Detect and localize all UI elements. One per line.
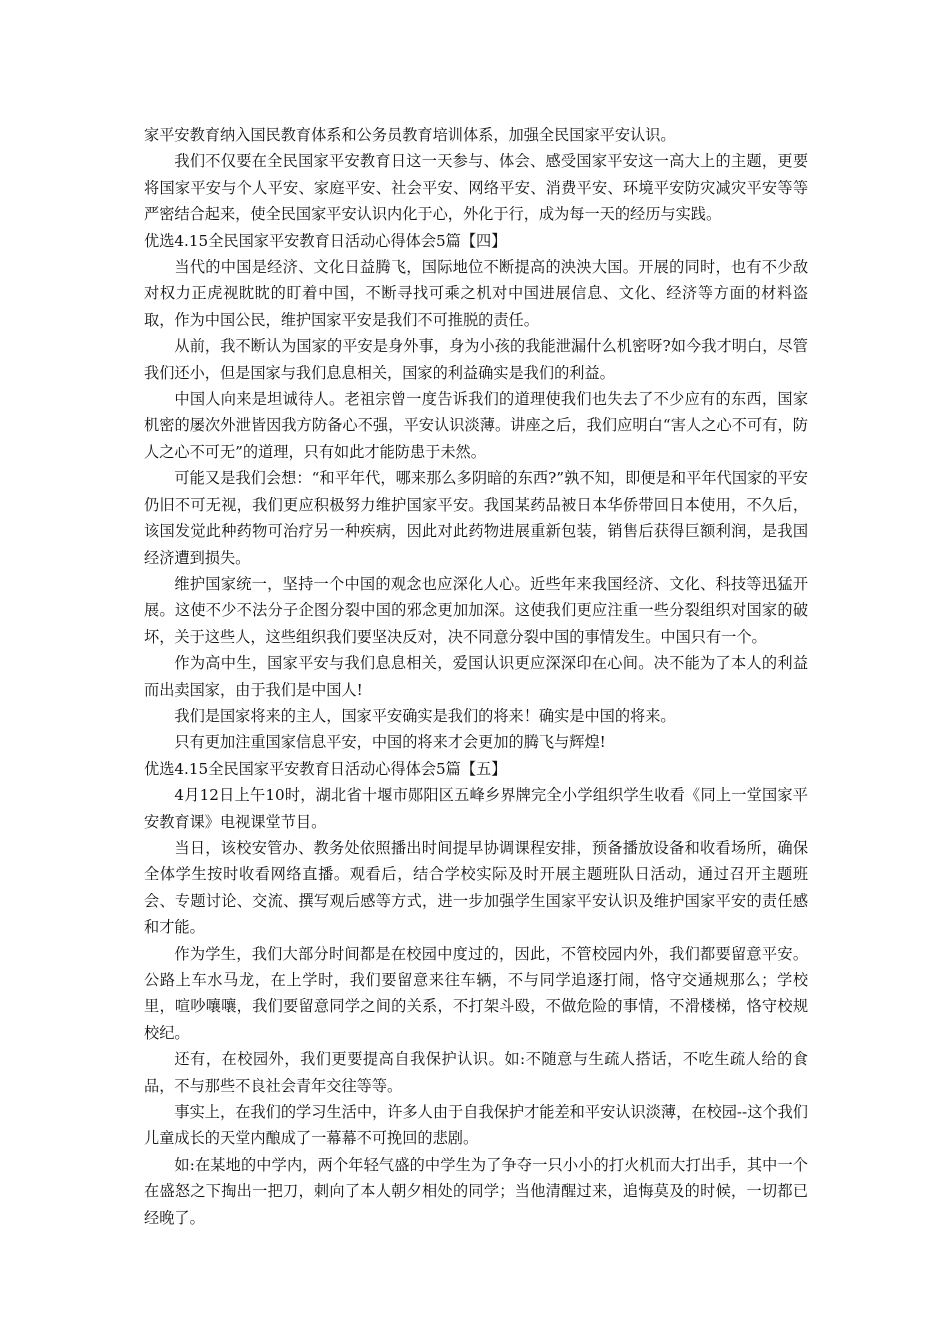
- paragraph-6: 可能又是我们会想：“和平年代，哪来那么多阴暗的东西?”孰不知，即便是和平年代国家的平安仍旧不可无视，我们更应积极努力维护国家平安。我国某药品被日本华侨带回日本使用，不久后，该国发觉此种药物可治疗另一种疾病，因此对此药物进展重新包装，销售后获得巨额利润，是我国经济遭到损失。: [144, 469, 808, 567]
- document-page: [144, 122, 808, 1231]
- paragraph-4: 从前，我不断认为国家的平安是身外事，身为小孩的我能泄漏什么机密呀?如今我才明白，尽管我们还小，但是国家与我们息息相关，国家的利益确实是我们的利益。: [144, 337, 808, 382]
- paragraph-13: 作为学生，我们大部分时间都是在校园中度过的，因此，不管校园内外，我们都要留意平安。公路上车水马龙，在上学时，我们要留意来往车辆，不与同学追逐打闹，恪守交通规那么；学校里，喧吵嚷嚷，我们要留意同学之间的关系，不打架斗殴，不做危险的事情，不滑楼梯，恪守校规校纪。: [144, 944, 808, 1042]
- paragraph-15: 事实上，在我们的学习生活中，许多人由于自我保护才能差和平安认识淡薄，在校园--这个我们儿童成长的天堂内酿成了一幕幕不可挽回的悲剧。: [144, 1103, 808, 1148]
- section-heading-4: 优选4.15全民国家平安教育日活动心得体会5篇【四】: [144, 231, 507, 250]
- paragraph-3: 当代的中国是经济、文化日益腾飞，国际地位不断提高的泱泱大国。开展的同时，也有不少敌对权力正虎视眈眈的盯着中国，不断寻找可乘之机对中国进展信息、文化、经济等方面的材料盗取，作为中国公民，维护国家平安是我们不可推脱的责任。: [144, 258, 808, 329]
- paragraph-14: 还有，在校园外，我们更要提高自我保护认识。如:不随意与生疏人搭话，不吃生疏人给的食品，不与那些不良社会青年交往等等。: [144, 1050, 808, 1095]
- paragraph-8: 作为高中生，国家平安与我们息息相关，爱国认识更应深深印在心间。决不能为了本人的利益而出卖国家，由于我们是中国人!: [144, 654, 808, 699]
- paragraph-1: 家平安教育纳入国民教育体系和公务员教育培训体系，加强全民国家平安认识。: [144, 126, 676, 144]
- paragraph-16: 如:在某地的中学内，两个年轻气盛的中学生为了争夺一只小小的打火机而大打出手，其中一个在盛怒之下掏出一把刀，刺向了本人朝夕相处的同学；当他清醒过来，追悔莫及的时候，一切都已经晚了。: [144, 1155, 808, 1227]
- section-heading-5: 优选4.15全民国家平安教育日活动心得体会5篇【五】: [144, 759, 507, 778]
- paragraph-10: 只有更加注重国家信息平安，中国的将来才会更加的腾飞与辉煌!: [174, 733, 606, 752]
- paragraph-12: 当日，该校安管办、教务处依照播出时间提早协调课程安排，预备播放设备和收看场所，确保全体学生按时收看网络直播。观看后，结合学校实际及时开展主题班队日活动，通过召开主题班会、专题讨论、交流、撰写观后感等方式，进一步加强学生国家平安认识及维护国家平安的责任感和才能。: [144, 838, 808, 937]
- paragraph-7: 维护国家统一，坚持一个中国的观念也应深化人心。近些年来我国经济、文化、科技等迅猛开展。这使不少不法分子企图分裂中国的邪念更加加深。这使我们更应注重一些分裂组织对国家的破坏，关于这些人，这些组织我们要坚决反对，决不同意分裂中国的事情发生。中国只有一个。: [144, 574, 808, 646]
- paragraph-2: 我们不仅要在全民国家平安教育日这一天参与、体会、感受国家平安这一高大上的主题，更要将国家平安与个人平安、家庭平安、社会平安、网络平安、消费平安、环境平安防灾减灾平安等等严密结合起来，使全民国家平安认识内化于心，外化于行，成为每一天的经历与实践。: [144, 152, 808, 224]
- paragraph-11: 4月12日上午10时，湖北省十堰市郧阳区五峰乡界牌完全小学组织学生收看《同上一堂国家平安教育课》电视课堂节目。: [144, 786, 808, 831]
- paragraph-5: 中国人向来是坦诚待人。老祖宗曾一度告诉我们的道理使我们也失去了不少应有的东西，国家机密的屡次外泄皆因我方防备心不强，平安认识淡薄。讲座之后，我们应明白“害人之心不可有，防人之心不可无”的道理，只有如此才能防患于未然。: [144, 390, 808, 461]
- paragraph-9: 我们是国家将来的主人，国家平安确实是我们的将来！确实是中国的将来。: [174, 706, 676, 725]
